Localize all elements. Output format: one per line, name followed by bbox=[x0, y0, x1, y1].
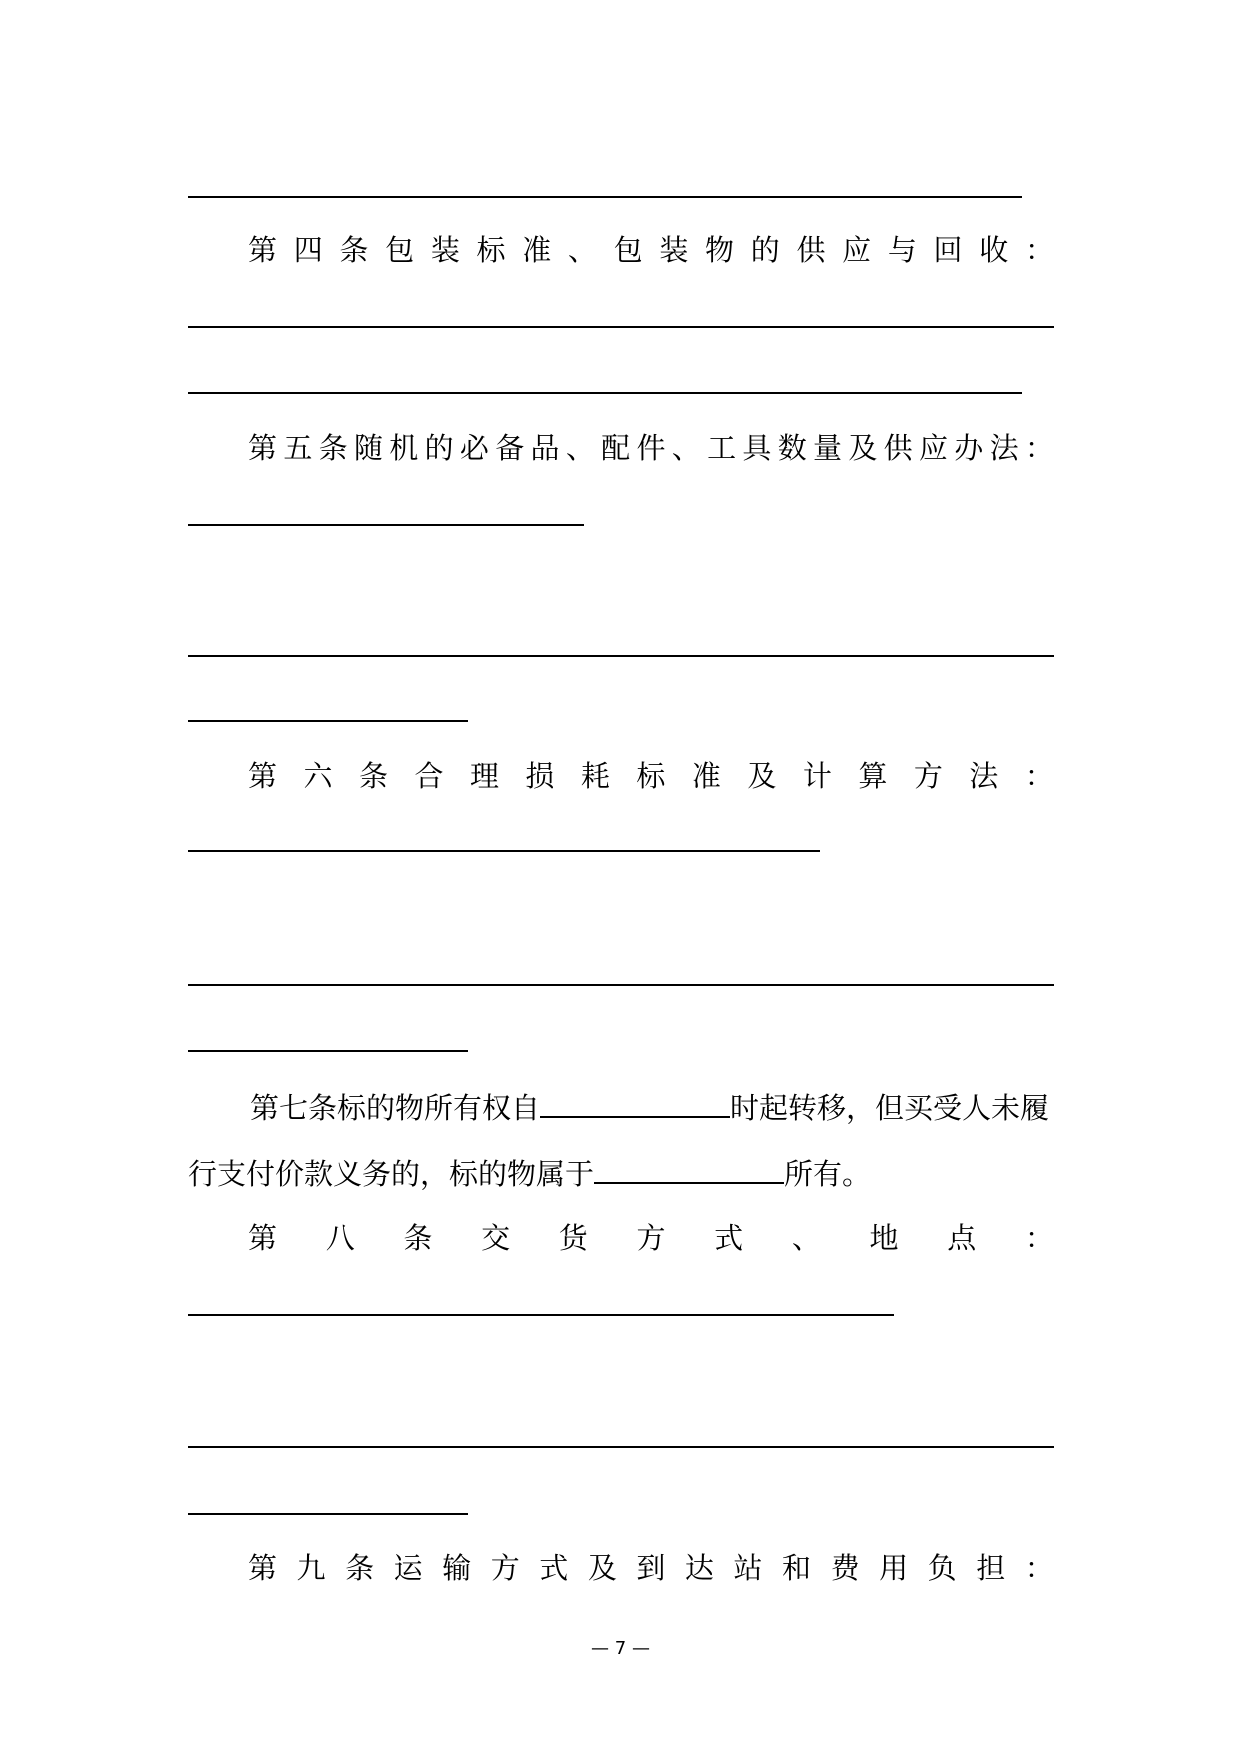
heading-char: 与 bbox=[887, 233, 917, 267]
heading-char: 输 bbox=[442, 1551, 472, 1585]
heading-char: 算 bbox=[858, 759, 888, 793]
heading-char: 条 bbox=[345, 1551, 375, 1585]
heading-char: 备 bbox=[495, 431, 525, 465]
heading-char: 的 bbox=[750, 233, 780, 267]
heading-char: 法 bbox=[989, 431, 1019, 465]
heading-char: 担 bbox=[976, 1551, 1006, 1585]
heading-char: 六 bbox=[303, 759, 333, 793]
heading-char: 法 bbox=[969, 759, 999, 793]
heading-char: 理 bbox=[469, 759, 499, 793]
article-4-heading bbox=[188, 230, 1054, 270]
article-7-text: 时起转移，但买受人未履 bbox=[730, 1091, 1050, 1125]
heading-char: 数 bbox=[777, 431, 807, 465]
heading-char: 工 bbox=[707, 431, 737, 465]
heading-char: 和 bbox=[782, 1551, 812, 1585]
heading-char: 及 bbox=[747, 759, 777, 793]
heading-char: 标 bbox=[636, 759, 666, 793]
heading-char: 九 bbox=[296, 1551, 326, 1585]
heading-char: 的 bbox=[424, 431, 454, 465]
heading-char: 耗 bbox=[580, 759, 610, 793]
heading-char: 应 bbox=[842, 233, 872, 267]
heading-char: 条 bbox=[339, 233, 369, 267]
blank-line bbox=[188, 655, 1054, 657]
heading-char: 货 bbox=[558, 1221, 588, 1255]
heading-char: ： bbox=[1024, 233, 1054, 267]
heading-char: 站 bbox=[733, 1551, 763, 1585]
blank-line bbox=[188, 326, 1054, 328]
heading-char: ： bbox=[1024, 1221, 1054, 1255]
page-number: — 7 — bbox=[591, 1638, 650, 1659]
blank-line bbox=[188, 196, 1022, 198]
heading-char: 供 bbox=[883, 431, 913, 465]
heading-char: 应 bbox=[918, 431, 948, 465]
heading-char: 方 bbox=[636, 1221, 666, 1255]
heading-char: 第 bbox=[248, 1551, 278, 1585]
article-5-heading bbox=[188, 428, 1054, 468]
article-7-line-2 bbox=[188, 1152, 1054, 1194]
heading-char: 方 bbox=[490, 1551, 520, 1585]
heading-char: 式 bbox=[714, 1221, 744, 1255]
heading-char: 第 bbox=[248, 759, 278, 793]
heading-char: 四 bbox=[293, 233, 323, 267]
article-7-text: 所有。 bbox=[784, 1157, 872, 1191]
article-8-heading bbox=[188, 1218, 1054, 1258]
heading-char: 物 bbox=[705, 233, 735, 267]
article-6-heading bbox=[188, 756, 1054, 796]
blank-line bbox=[188, 984, 1054, 986]
heading-char: ： bbox=[1024, 431, 1054, 465]
heading-char: ： bbox=[1024, 759, 1054, 793]
blank-line bbox=[188, 720, 468, 722]
heading-char: 包 bbox=[385, 233, 415, 267]
heading-char: 式 bbox=[539, 1551, 569, 1585]
heading-char: 包 bbox=[613, 233, 643, 267]
heading-char: 五 bbox=[283, 431, 313, 465]
heading-char: 八 bbox=[325, 1221, 355, 1255]
heading-char: 准 bbox=[522, 233, 552, 267]
heading-char: 计 bbox=[802, 759, 832, 793]
heading-char: 第 bbox=[248, 1221, 278, 1255]
heading-char: 达 bbox=[684, 1551, 714, 1585]
heading-char: 及 bbox=[587, 1551, 617, 1585]
fill-in-blank bbox=[594, 1152, 784, 1184]
heading-char: 用 bbox=[879, 1551, 909, 1585]
heading-char: 标 bbox=[476, 233, 506, 267]
heading-char: 条 bbox=[358, 759, 388, 793]
heading-char: 配 bbox=[601, 431, 631, 465]
heading-char: 供 bbox=[796, 233, 826, 267]
heading-char: 第 bbox=[248, 431, 278, 465]
heading-char: 负 bbox=[927, 1551, 957, 1585]
heading-char: 、 bbox=[565, 431, 595, 465]
heading-char: 具 bbox=[742, 431, 772, 465]
heading-char: 、 bbox=[671, 431, 701, 465]
heading-char: 条 bbox=[318, 431, 348, 465]
article-7-text: 第七条标的物所有权自 bbox=[250, 1091, 541, 1125]
blank-line bbox=[188, 1446, 1054, 1448]
heading-char: 随 bbox=[353, 431, 383, 465]
blank-line bbox=[188, 850, 820, 852]
heading-char: 损 bbox=[525, 759, 555, 793]
heading-char: 办 bbox=[954, 431, 984, 465]
heading-char: ： bbox=[1024, 1551, 1054, 1585]
heading-char: 机 bbox=[389, 431, 419, 465]
heading-char: 装 bbox=[430, 233, 460, 267]
blank-line bbox=[188, 1513, 468, 1515]
blank-line bbox=[188, 1314, 894, 1316]
heading-char: 品 bbox=[530, 431, 560, 465]
heading-char: 收 bbox=[979, 233, 1009, 267]
heading-char: 运 bbox=[393, 1551, 423, 1585]
article-9-heading bbox=[188, 1548, 1054, 1588]
heading-char: 方 bbox=[913, 759, 943, 793]
heading-char: 回 bbox=[933, 233, 963, 267]
heading-char: 第 bbox=[248, 233, 278, 267]
heading-char: 准 bbox=[691, 759, 721, 793]
heading-char: 量 bbox=[813, 431, 843, 465]
heading-char: 及 bbox=[848, 431, 878, 465]
heading-char: 条 bbox=[403, 1221, 433, 1255]
heading-char: 费 bbox=[830, 1551, 860, 1585]
article-7-line-1 bbox=[188, 1086, 1054, 1128]
heading-char: 、 bbox=[791, 1221, 821, 1255]
heading-char: 交 bbox=[481, 1221, 511, 1255]
heading-char: 必 bbox=[459, 431, 489, 465]
article-7-text: 行支付价款义务的，标的物属于 bbox=[188, 1157, 595, 1191]
blank-line bbox=[188, 392, 1022, 394]
blank-line bbox=[188, 1050, 468, 1052]
heading-char: 装 bbox=[659, 233, 689, 267]
heading-char: 到 bbox=[636, 1551, 666, 1585]
heading-char: 合 bbox=[414, 759, 444, 793]
fill-in-blank bbox=[540, 1086, 730, 1118]
heading-char: 地 bbox=[869, 1221, 899, 1255]
heading-char: 件 bbox=[636, 431, 666, 465]
heading-char: 点 bbox=[947, 1221, 977, 1255]
blank-line bbox=[188, 524, 584, 526]
heading-char: 、 bbox=[567, 233, 597, 267]
